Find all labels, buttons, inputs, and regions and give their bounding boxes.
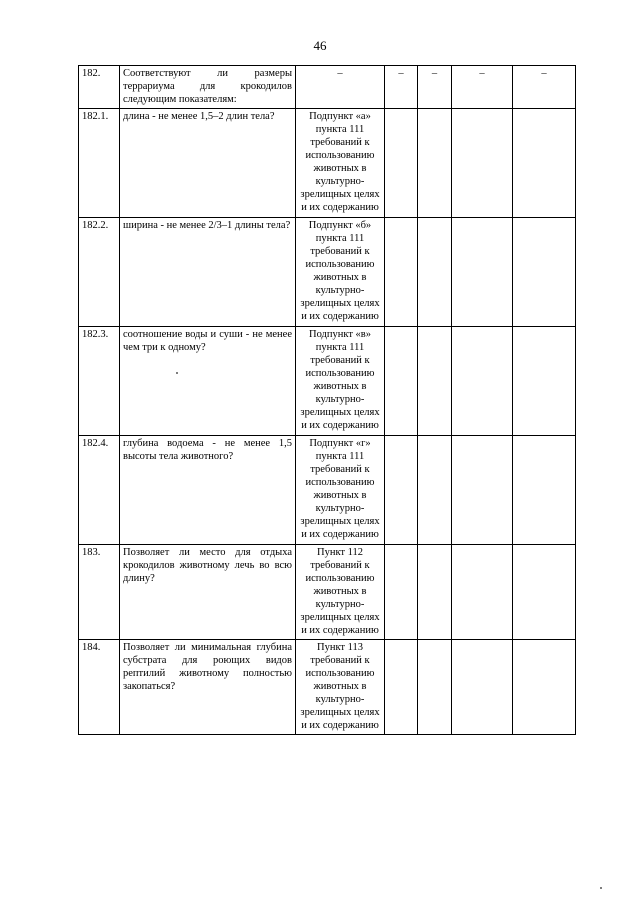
- answer-cell-note: –: [513, 66, 576, 109]
- row-number: 183.: [79, 545, 120, 640]
- legal-reference: Подпункт «а» пункта 111 требований к использованию животных в культурно-зрелищных целях и их содержанию: [296, 109, 385, 218]
- answer-cell-no[interactable]: [418, 109, 452, 218]
- page-number: 46: [313, 38, 327, 53]
- legal-reference: Пункт 112 требований к использованию животных в культурно-зрелищных целях и их содержанию: [296, 545, 385, 640]
- answer-cell-not-applicable: –: [452, 66, 513, 109]
- row-number: 182.: [79, 66, 120, 109]
- answer-cell-yes[interactable]: [385, 218, 418, 327]
- answer-cell-no[interactable]: [418, 436, 452, 545]
- answer-cell-note[interactable]: [513, 640, 576, 735]
- answer-cell-no[interactable]: [418, 218, 452, 327]
- row-number: 182.4.: [79, 436, 120, 545]
- answer-cell-yes[interactable]: [385, 640, 418, 735]
- question-text: ширина - не менее 2/3–1 длины тела?: [120, 218, 296, 327]
- answer-cell-note[interactable]: [513, 545, 576, 640]
- question-text: Соответствуют ли размеры террариума для крокодилов следующим показателям:: [120, 66, 296, 109]
- scan-speck: [176, 372, 178, 374]
- checklist-table: [78, 65, 576, 735]
- table-row: [79, 109, 576, 218]
- answer-cell-not-applicable[interactable]: [452, 109, 513, 218]
- answer-cell-not-applicable[interactable]: [452, 545, 513, 640]
- legal-reference: –: [296, 66, 385, 109]
- question-text: длина - не менее 1,5–2 длин тела?: [120, 109, 296, 218]
- answer-cell-no[interactable]: [418, 545, 452, 640]
- table-row: [79, 218, 576, 327]
- table-row: [79, 545, 576, 640]
- answer-cell-yes[interactable]: [385, 327, 418, 436]
- answer-cell-yes[interactable]: [385, 436, 418, 545]
- question-text: Позволяет ли минимальная глубина субстрата для роющих видов рептилий животному полностью закопаться?: [120, 640, 296, 735]
- question-text: глубина водоема - не менее 1,5 высоты тела животного?: [120, 436, 296, 545]
- row-number: 184.: [79, 640, 120, 735]
- question-text: соотношение воды и суши - не менее чем три к одному?: [120, 327, 296, 436]
- answer-cell-yes[interactable]: [385, 109, 418, 218]
- table-row: [79, 327, 576, 436]
- table-row: [79, 640, 576, 735]
- question-text: Позволяет ли место для отдыха крокодилов животному лечь во всю длину?: [120, 545, 296, 640]
- row-number: 182.2.: [79, 218, 120, 327]
- answer-cell-not-applicable[interactable]: [452, 640, 513, 735]
- answer-cell-note[interactable]: [513, 218, 576, 327]
- answer-cell-note[interactable]: [513, 327, 576, 436]
- legal-reference: Пункт 113 требований к использованию животных в культурно-зрелищных целях и их содержанию: [296, 640, 385, 735]
- answer-cell-not-applicable[interactable]: [452, 436, 513, 545]
- legal-reference: Подпункт «б» пункта 111 требований к использованию животных в культурно-зрелищных целях и их содержанию: [296, 218, 385, 327]
- answer-cell-yes[interactable]: [385, 545, 418, 640]
- answer-cell-not-applicable[interactable]: [452, 327, 513, 436]
- answer-cell-no: –: [418, 66, 452, 109]
- answer-cell-no[interactable]: [418, 640, 452, 735]
- row-number: 182.1.: [79, 109, 120, 218]
- answer-cell-not-applicable[interactable]: [452, 218, 513, 327]
- legal-reference: Подпункт «г» пункта 111 требований к использованию животных в культурно-зрелищных целях и их содержанию: [296, 436, 385, 545]
- answer-cell-note[interactable]: [513, 436, 576, 545]
- table-row: [79, 436, 576, 545]
- answer-cell-yes: –: [385, 66, 418, 109]
- table-row: [79, 66, 576, 109]
- answer-cell-no[interactable]: [418, 327, 452, 436]
- legal-reference: Подпункт «в» пункта 111 требований к использованию животных в культурно-зрелищных целях и их содержанию: [296, 327, 385, 436]
- answer-cell-note[interactable]: [513, 109, 576, 218]
- scan-speck: [600, 887, 602, 889]
- row-number: 182.3.: [79, 327, 120, 436]
